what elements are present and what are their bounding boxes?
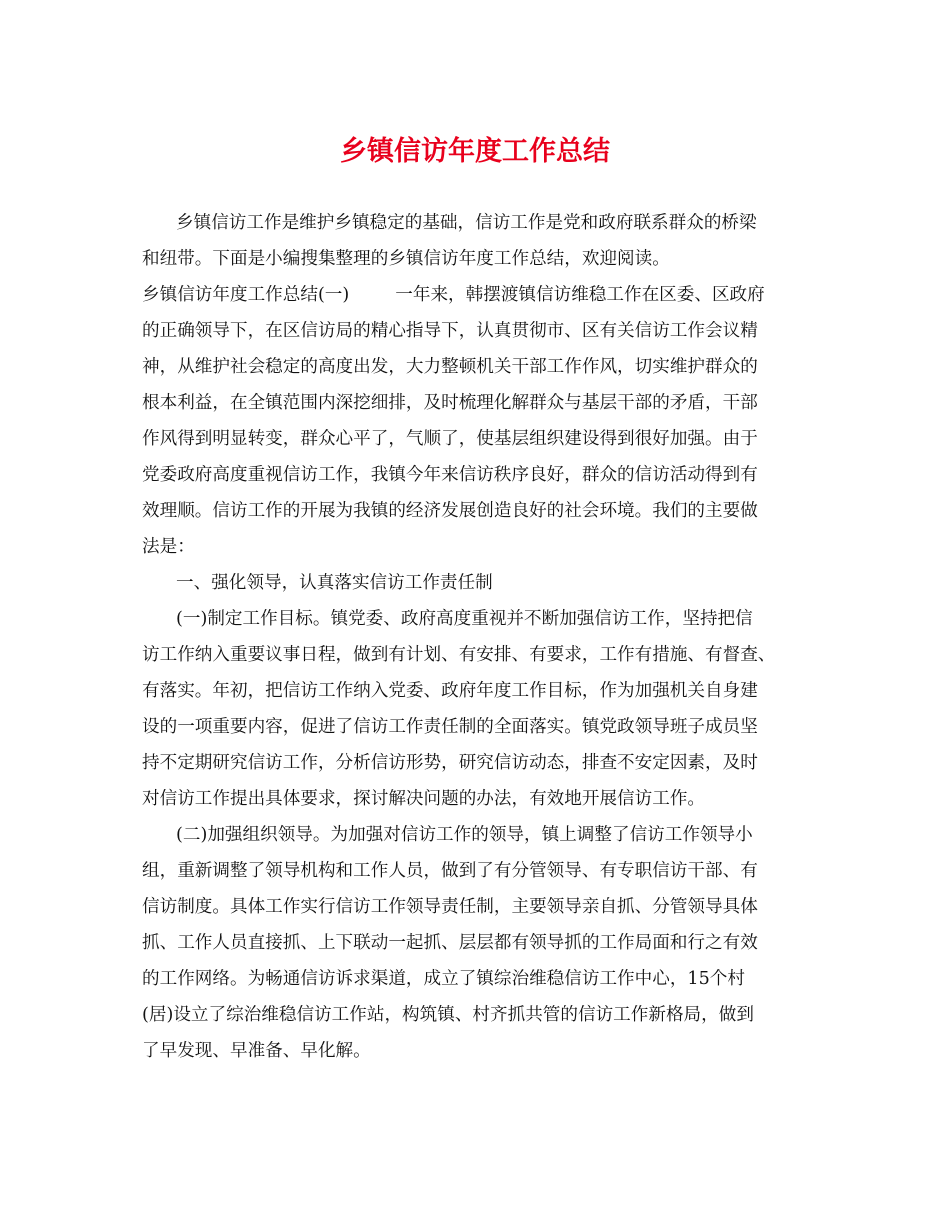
body-line: 党委政府高度重视信访工作，我镇今年来信访秩序良好，群众的信访活动得到有 bbox=[142, 465, 758, 485]
section-heading: 乡镇信访年度工作总结(一) bbox=[142, 285, 350, 305]
paragraph-line: 组，重新调整了领导机构和工作人员，做到了有分管领导、有专职信访干部、有 bbox=[142, 861, 758, 881]
paragraph-line: 的工作网络。为畅通信访诉求渠道，成立了镇综治维稳信访工作中心，15个村 bbox=[142, 969, 745, 989]
paragraph-line: 有落实。年初，把信访工作纳入党委、政府年度工作目标，作为加强机关自身建 bbox=[142, 681, 758, 701]
section-heading-line bbox=[142, 282, 765, 308]
body-line: 的正确领导下，在区信访局的精心指导下，认真贯彻市、区有关信访工作会议精 bbox=[142, 321, 758, 341]
paragraph-line: 访工作纳入重要议事日程，做到有计划、有安排、有要求，工作有措施、有督查、 bbox=[142, 645, 776, 665]
body-line: 作风得到明显转变，群众心平了，气顺了，使基层组织建设得到很好加强。由于 bbox=[142, 429, 758, 449]
intro-line: 乡镇信访工作是维护乡镇稳定的基础，信访工作是党和政府联系群众的桥梁 bbox=[176, 213, 757, 233]
intro-line: 和纽带。下面是小编搜集整理的乡镇信访年度工作总结，欢迎阅读。 bbox=[142, 249, 670, 269]
paragraph-line: 抓、工作人员直接抓、上下联动一起抓、层层都有领导抓的工作局面和行之有效 bbox=[142, 933, 758, 953]
body-line: 法是： bbox=[142, 537, 195, 557]
body-line: 根本利益，在全镇范围内深挖细排，及时梳理化解群众与基层干部的矛盾，干部 bbox=[142, 393, 758, 413]
paragraph-line: 对信访工作提出具体要求，探讨解决问题的办法，有效地开展信访工作。 bbox=[142, 789, 706, 809]
body-line: 效理顺。信访工作的开展为我镇的经济发展创造良好的社会环境。我们的主要做 bbox=[142, 501, 758, 521]
paragraph-line: 设的一项重要内容，促进了信访工作责任制的全面落实。镇党政领导班子成员坚 bbox=[142, 717, 758, 737]
document-title: 乡镇信访年度工作总结 bbox=[340, 136, 610, 167]
paragraph-line: 持不定期研究信访工作，分析信访形势，研究信访动态，排查不安定因素，及时 bbox=[142, 753, 758, 773]
section-first-line: 一年来，韩摆渡镇信访维稳工作在区委、区政府 bbox=[395, 285, 765, 305]
paragraph-line: (二)加强组织领导。为加强对信访工作的领导，镇上调整了信访工作领导小 bbox=[176, 825, 753, 845]
paragraph-line: 了早发现、早准备、早化解。 bbox=[142, 1041, 371, 1061]
subheading: 一、强化领导，认真落实信访工作责任制 bbox=[176, 573, 493, 593]
paragraph-line: 信访制度。具体工作实行信访工作领导责任制，主要领导亲自抓、分管领导具体 bbox=[142, 897, 758, 917]
paragraph-line: (居)设立了综治维稳信访工作站，构筑镇、村齐抓共管的信访工作新格局，做到 bbox=[142, 1005, 754, 1025]
paragraph-line: (一)制定工作目标。镇党委、政府高度重视并不断加强信访工作，坚持把信 bbox=[176, 609, 753, 629]
body-line: 神，从维护社会稳定的高度出发，大力整顿机关干部工作作风，切实维护群众的 bbox=[142, 357, 758, 377]
